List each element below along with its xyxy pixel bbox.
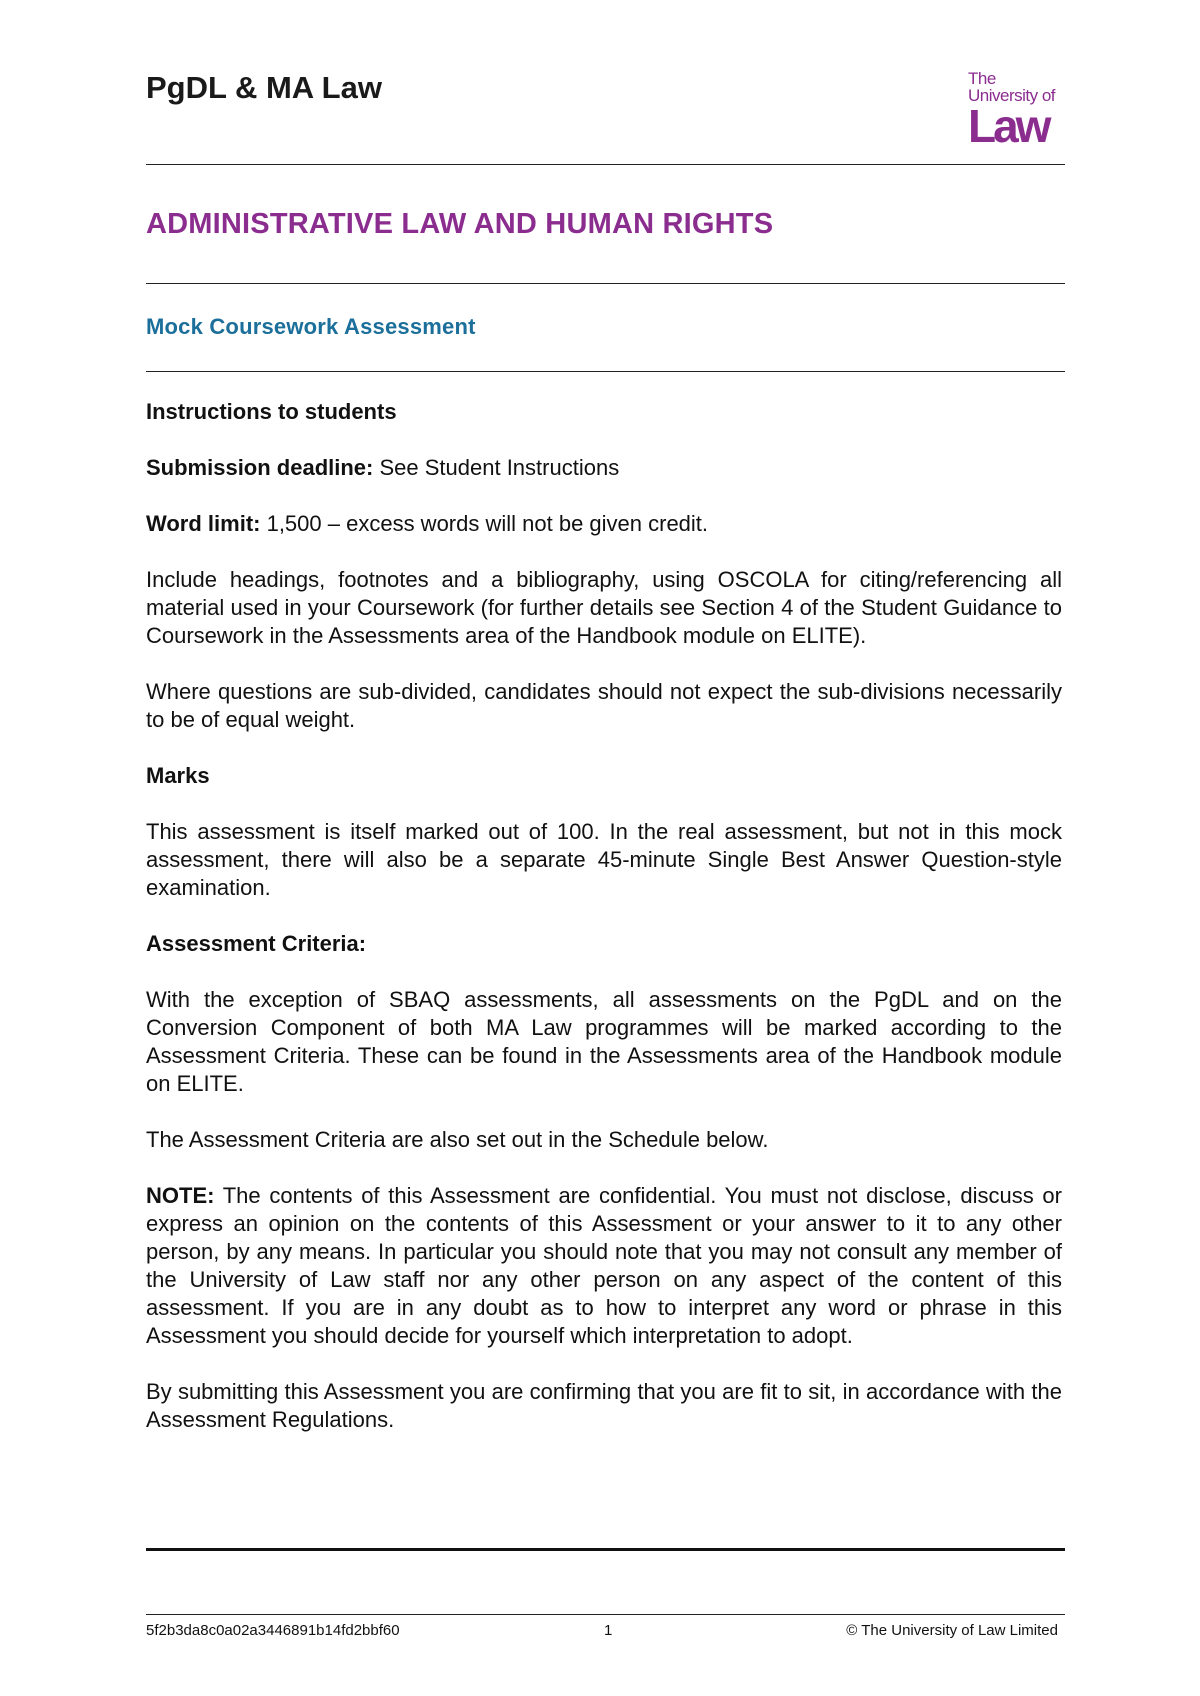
logo-line-law: Law	[968, 100, 1049, 152]
note-paragraph	[146, 1182, 1062, 1350]
body-end-divider	[146, 1548, 1065, 1551]
page-footer	[146, 1622, 1062, 1642]
subdivided-paragraph: Where questions are sub-divided, candidates should not expect the sub-divisions necessarily to be of equal weight.	[146, 679, 1062, 732]
criteria-paragraph: With the exception of SBAQ assessments, all assessments on the PgDL and on the Conversion Component of both MA Law programmes will be marked according to the Assessment Criteria. These can be found in the Assessments area of the Handbook module on ELITE.	[146, 987, 1062, 1096]
word-limit	[146, 510, 1062, 538]
logo-line-the: The	[968, 69, 996, 88]
submission-deadline	[146, 454, 1062, 482]
instructions-heading: Instructions to students	[146, 399, 397, 424]
university-logo	[968, 69, 1064, 152]
program-title: PgDL & MA Law	[146, 70, 382, 105]
deadline-label: Submission deadline:	[146, 455, 374, 480]
note-text: The contents of this Assessment are confidential. You must not disclose, discuss or express an opinion on the contents of this Assessment or your answer to it to any other person, by any means. In particular you should note that you may not consult any member of the University of Law staff nor any other person on any aspect of the content of this assessment. If you are in any doubt as to how to interpret any word or phrase in this Assessment you should decide for yourself which interpretation to adopt.	[146, 1183, 1062, 1348]
word-limit-value: 1,500 – excess words will not be given credit.	[260, 511, 709, 536]
marks-paragraph: This assessment is itself marked out of 100. In the real assessment, but not in this mock assessment, there will also be a separate 45-minute Single Best Answer Question-style examination.	[146, 819, 1062, 900]
footer-divider	[146, 1614, 1065, 1615]
headings-paragraph: Include headings, footnotes and a bibliography, using OSCOLA for citing/referencing all material used in your Coursework (for further details see Section 4 of the Student Guidance to Coursework in the Assessments area of the Handbook module on ELITE).	[146, 567, 1062, 648]
title-divider	[146, 283, 1065, 284]
copyright-notice: © The University of Law Limited	[846, 1622, 1058, 1639]
page-number: 1	[604, 1622, 613, 1639]
logo-line-university: University of	[968, 86, 1056, 105]
instructions-body	[146, 398, 1062, 1462]
module-title: ADMINISTRATIVE LAW AND HUMAN RIGHTS	[146, 208, 774, 240]
criteria-heading: Assessment Criteria:	[146, 931, 367, 956]
header-divider	[146, 164, 1065, 165]
fit-to-sit-paragraph: By submitting this Assessment you are confirming that you are fit to sit, in accordance with the Assessment Regulations.	[146, 1379, 1062, 1432]
deadline-value: See Student Instructions	[373, 455, 620, 480]
schedule-paragraph: The Assessment Criteria are also set out in the Schedule below.	[146, 1127, 769, 1152]
assessment-subtitle: Mock Coursework Assessment	[146, 314, 476, 339]
subtitle-divider	[146, 371, 1065, 372]
note-label: NOTE:	[146, 1183, 215, 1208]
marks-heading: Marks	[146, 763, 210, 788]
word-limit-label: Word limit:	[146, 511, 261, 536]
document-reference: 5f2b3da8c0a02a3446891b14fd2bbf60	[146, 1622, 400, 1639]
